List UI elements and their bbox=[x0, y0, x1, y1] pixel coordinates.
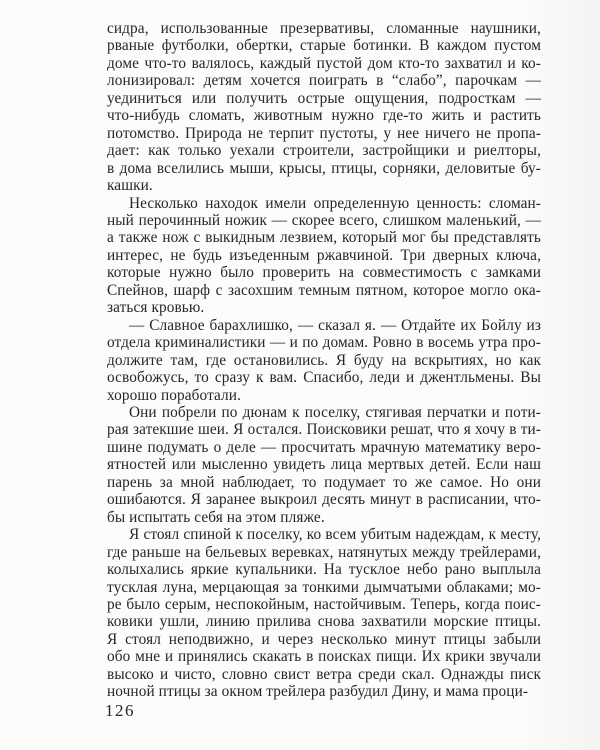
text-line: что-нибудь сломать, животным нужно где-то жить и растить bbox=[107, 107, 541, 125]
text-line: интерес, не будь изъеденным ржавчиной. Три дверных ключа, bbox=[107, 246, 541, 264]
text-line: Спейнов, шарф с засохшим темным пятном, которое могло ока- bbox=[107, 281, 541, 299]
text-line: Несколько находок имели определенную ценность: сломан- bbox=[129, 194, 541, 212]
text-line: а также нож с выкидным лезвием, который мог бы представлять bbox=[107, 229, 541, 247]
text-line: рваные футболки, обертки, старые ботинки. В каждом пустом bbox=[107, 37, 541, 55]
paragraph bbox=[107, 317, 541, 404]
text-line: ошибаются. Я заранее выкроил десять минут в расписании, что- bbox=[107, 491, 541, 509]
text-line: шине подумать о деле — просчитать мрачную математику веро- bbox=[107, 438, 541, 456]
text-line: в дома вселились мыши, крысы, птицы, сорняки, деловитые бу- bbox=[107, 159, 541, 177]
text-line: дает: как только уехали строители, застройщики и риелторы, bbox=[107, 142, 541, 160]
text-line: где раньше на бельевых веревках, натянутых между трейлерами, bbox=[107, 543, 541, 561]
text-line: освобожусь, то сразу к вам. Спасибо, леди и джентльмены. Вы bbox=[107, 369, 541, 387]
text-line: — Славное барахлишко, — сказал я. — Отдайте их Бойлу из bbox=[129, 316, 541, 334]
text-line: бы испытать себя на этом пляже. bbox=[107, 508, 325, 526]
text-line: потомство. Природа не терпит пустоты, у нее ничего не пропа- bbox=[107, 124, 541, 142]
text-line: тусклая луна, мерцающая за тонкими дымчатыми облаками; мо- bbox=[107, 578, 541, 596]
text-line: колыхались яркие купальники. На тусклое небо рано выплыла bbox=[107, 561, 541, 579]
text-line: должите там, где остановились. Я буду на вскрытиях, но как bbox=[107, 351, 541, 369]
paragraph bbox=[107, 526, 541, 701]
page-text bbox=[107, 20, 541, 701]
paragraph bbox=[107, 404, 541, 526]
text-line: лонизировал: детям хочется поиграть в “слабо”, парочкам — bbox=[107, 72, 541, 90]
text-line: ятностей или мысленно увидеть лица мертвых детей. Если наш bbox=[107, 456, 541, 474]
text-line: обо мне и принялись скакать в поисках пищи. Их крики звучали bbox=[107, 648, 541, 666]
text-line: ный перочинный ножик — скорее всего, слишком маленький, — bbox=[107, 211, 541, 229]
text-line: заться кровью. bbox=[107, 299, 205, 317]
text-line: доме что-то валялось, каждый пустой дом кто-то захватил и ко- bbox=[107, 54, 541, 72]
text-line: парень за мной наблюдает, то подумает то же самое. Но они bbox=[107, 473, 541, 491]
text-line: отдела криминалистики — и по домам. Ровно в восемь утра про- bbox=[107, 334, 541, 352]
text-line: рая затекшие шеи. Я остался. Поисковики решат, что я хочу в ти- bbox=[107, 421, 541, 439]
text-line: хорошо поработали. bbox=[107, 386, 242, 404]
text-line: кашки. bbox=[107, 177, 153, 195]
text-line: Я стоял спиной к поселку, ко всем убитым надеждам, к месту, bbox=[129, 526, 541, 544]
text-line: которые нужно было проверить на совместимость с замками bbox=[107, 264, 541, 282]
paragraph bbox=[107, 20, 541, 195]
text-line: Я стоял неподвижно, и через несколько минут птицы забыли bbox=[107, 630, 541, 648]
page-number: 126 bbox=[105, 701, 135, 720]
text-line: сидра, использованные презервативы, сломанные наушники, bbox=[107, 20, 541, 37]
text-line: уединиться или получить острые ощущения, подросткам — bbox=[107, 89, 541, 107]
text-line: высоко и чисто, словно свист ветра среди скал. Однажды писк bbox=[107, 665, 541, 683]
text-line: ночной птицы за окном трейлера разбудил Дину, и мама проци- bbox=[107, 683, 529, 701]
text-line: ре было серым, неспокойным, настойчивым. Теперь, когда поис- bbox=[107, 595, 541, 613]
text-line: ковики ушли, линию прилива снова захватили морские птицы. bbox=[107, 613, 541, 631]
text-line: Они побрели по дюнам к поселку, стягивая перчатки и поти- bbox=[129, 403, 541, 421]
paragraph bbox=[107, 195, 541, 317]
